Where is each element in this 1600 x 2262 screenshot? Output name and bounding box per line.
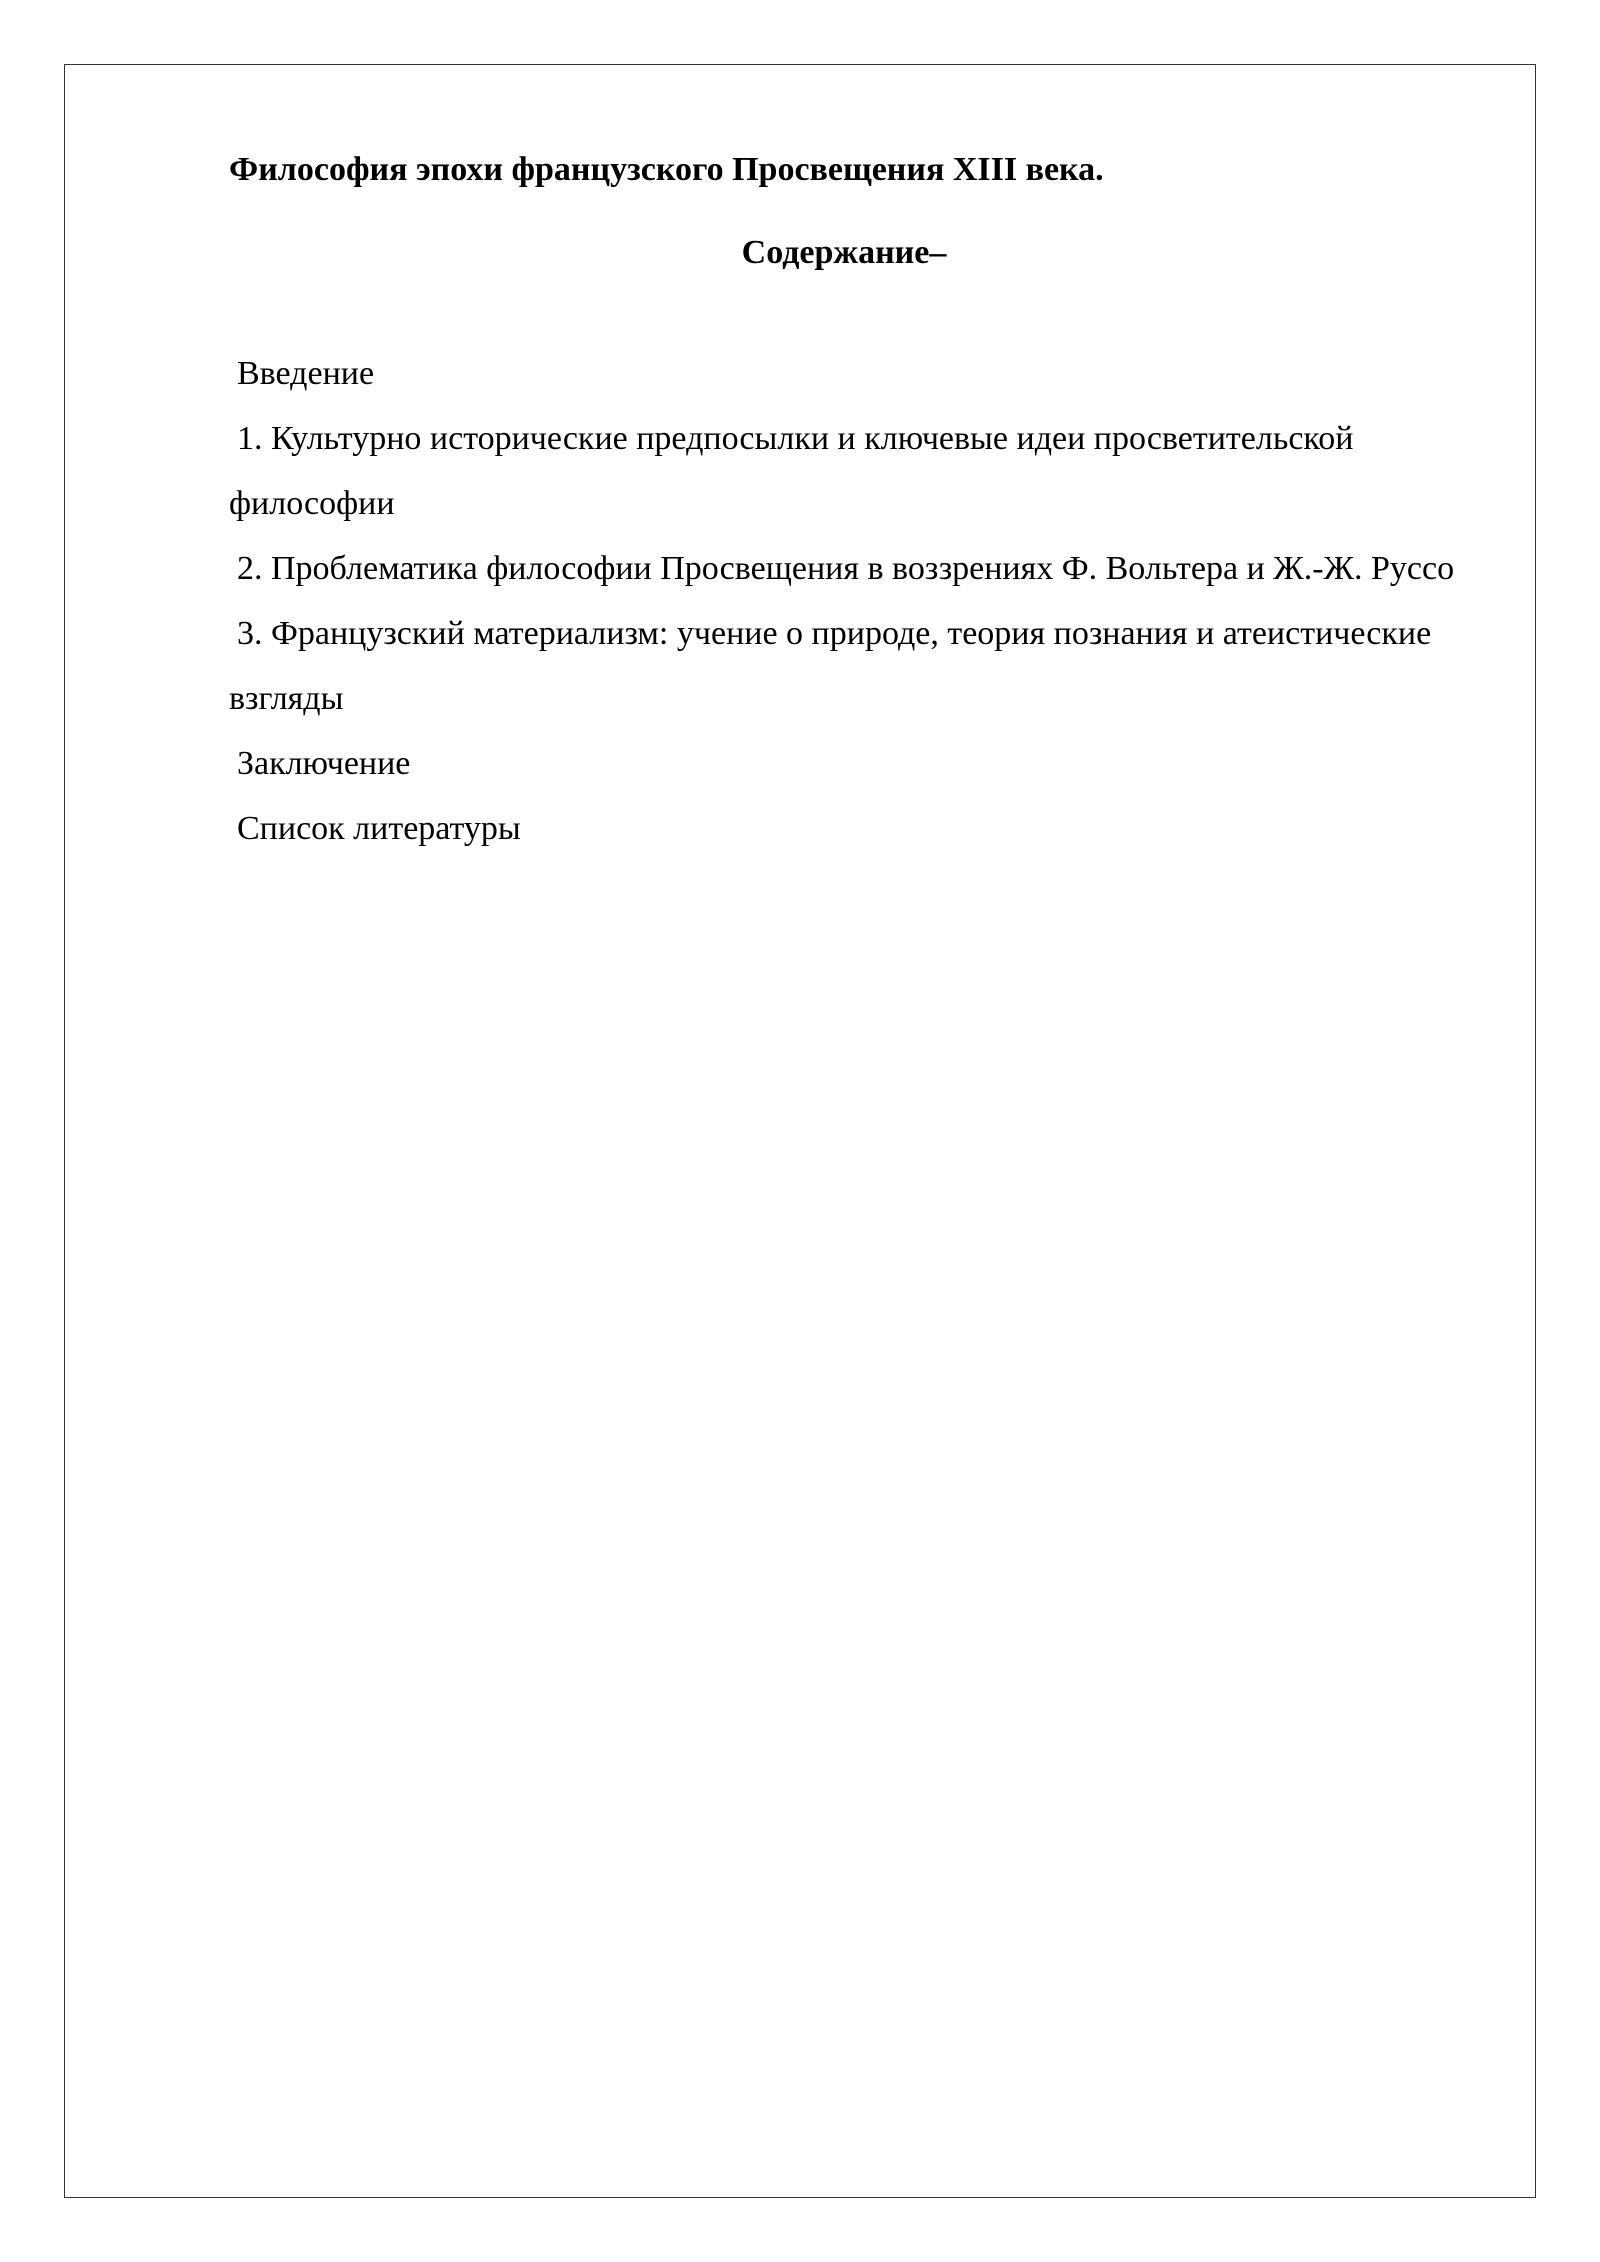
toc-item-chapter-3: 3. Французский материализм: учение о природе, теория познания и атеистические взгляды [229,615,1432,717]
document-title: Философия эпохи французского Просвещения XIII века. [229,151,1104,188]
toc-item-chapter-1: 1. Культурно исторические предпосылки и ключевые идеи просветительской философии [229,420,1354,522]
toc-item-introduction: Введение [237,355,375,392]
toc-heading: Содержание– [741,234,947,271]
document-body [229,140,1459,861]
toc-item-conclusion: Заключение [237,745,411,782]
table-of-contents [229,341,1459,861]
toc-item-bibliography: Список литературы [237,810,521,847]
toc-item-chapter-2: 2. Проблематика философии Просвещения в воззрениях Ф. Вольтера и Ж.-Ж. Руссо [237,550,1455,587]
